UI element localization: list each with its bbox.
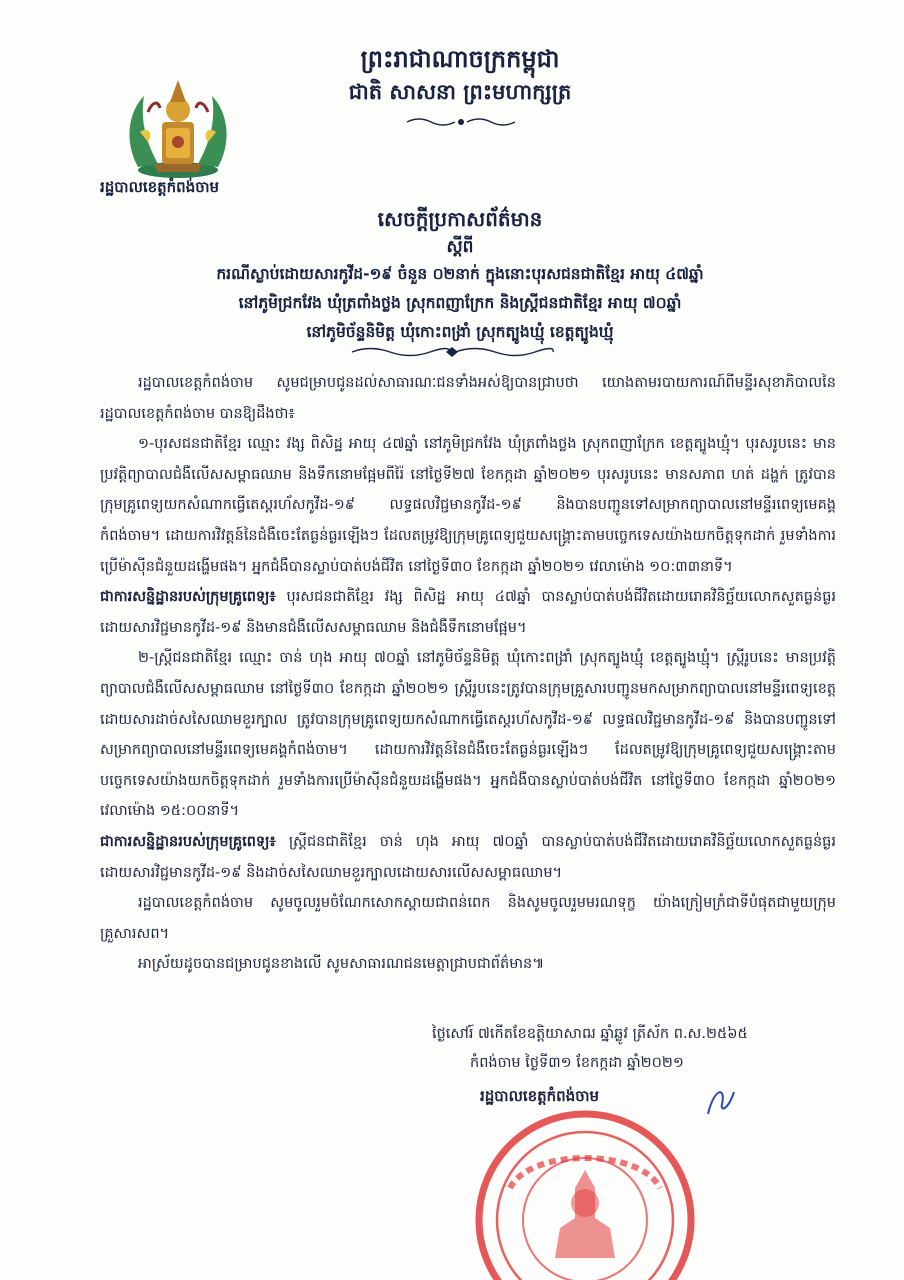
- ornament-divider-icon: [405, 116, 517, 128]
- body-paragraph: [100, 582, 836, 643]
- ministry-name: រដ្ឋបាលខេត្តកំពង់ចាម: [100, 178, 220, 196]
- announcement-title: សេចក្តីប្រកាសព័ត៌មាន: [377, 207, 543, 231]
- lunar-date: ថ្ងៃសៅរ៍ ៧កើតខែឧត្តិយាសាឍ ឆ្នាំឆ្លូវ ត្រីស័ក ព.ស.២៥៦៥: [432, 1026, 748, 1042]
- conclusion-text: បុរសជនជាតិខ្មែរ វង្ស ពិសិដ្ឋ អាយុ ៤៧ឆ្នាំ បានស្លាប់បាត់បង់ជីវិតដោយរោគវិនិច្ឆ័យលោកសួតធ្ងន់ធ្ងរ ដោយសារវិជ្ជមានកូវីដ-១៩ និងមានជំងឺលើសសម្ពាធឈាម និងជំងឺទឹកនោមផ្អែម។: [100, 589, 836, 636]
- kingdom-title: ព្រះរាជាណាចក្រកម្ពុជា: [360, 45, 560, 73]
- royal-emblem-icon: [118, 72, 238, 184]
- body-paragraph: ១-បុរសជនជាតិខ្មែរ ឈ្មោះ វង្ស ពិសិដ្ឋ អាយុ ៤៧ឆ្នាំ នៅភូមិជ្រកវែង ឃុំត្រពាំងថ្លង ស្រុកពញាក្រែក ខេត្តត្បូងឃ្មុំ។ បុរសរូបនេះ មានប្រវត្តិព្យាបាលជំងឺលើសសម្ពាធឈាម និងទឹកនោមផ្អែមពីរ៉ៃ នៅថ្ងៃទី២៧ ខែកក្កដា ឆ្នាំ២០២១ បុរសរូបនេះ មានសភាព ហត់ ដង្ហក់ ត្រូវបានក្រុមគ្រូពេទ្យយកសំណាកធ្វើតេស្តរហ័សកូវីដ-១៩ លទ្ធផលវិជ្ជមានកូវីដ-១៩ និងបានបញ្ជូនទៅសម្រាកព្យាបាលនៅមន្ទីរពេទ្យមេគង្គកំពង់ចាម។ ដោយការវិវត្តន៍នៃជំងឺចេះតែធ្ងន់ធ្ងរឡើងៗ ដែលតម្រូវឱ្យក្រុមគ្រូពេទ្យជួយសង្គ្រោះតាមបច្ចេកទេសយ៉ាងយកចិត្តទុកដាក់ រួមទាំងការប្រើម៉ាស៊ីនជំនួយដង្ហើមផង។ អ្នកជំងឺបានស្លាប់បាត់បង់ជីវិត នៅថ្ងៃទី៣០ ខែកក្កដា ឆ្នាំ២០២១ វេលាម៉ោង ១០:៣៣នាទី។: [100, 436, 836, 575]
- conclusion-lead: ជាការសន្និដ្ឋានរបស់ក្រុមគ្រូពេទ្យ៖: [100, 589, 276, 606]
- official-stamp-icon: [470, 1108, 700, 1280]
- announcement-subtitle: ស្តីពី: [446, 237, 474, 257]
- kingdom-motto: ជាតិ សាសនា ព្រះមហាក្សត្រ: [348, 80, 572, 104]
- conclusion-lead: ជាការសន្និដ្ឋានរបស់ក្រុមគ្រូពេទ្យ៖: [100, 833, 276, 850]
- solar-date: កំពង់ចាម ថ្ងៃទី៣១ ខែកក្កដា ឆ្នាំ២០២១: [470, 1055, 684, 1071]
- announcement-title-block: [70, 204, 850, 347]
- announcement-body: [100, 368, 836, 980]
- body-paragraph: ២-ស្ត្រីជនជាតិខ្មែរ ឈ្មោះ ចាន់ ហុង អាយុ ៧០ឆ្នាំ នៅភូមិច័ន្ទនិមិត្ត ឃុំកោះពង្រាំ ស្រុកត្បូងឃ្មុំ ខេត្តត្បូងឃ្មុំ។ ស្ត្រីរូបនេះ មានប្រវត្តិព្យាបាលជំងឺលើសសម្ពាធឈាម នៅថ្ងៃទី៣០ ខែកក្កដា ឆ្នាំ២០២១ ស្ត្រីរូបនេះត្រូវបានក្រុមគ្រួសារបញ្ជូនមកសម្រាកព្យាបាលនៅមន្ទីរពេទ្យខេត្ត ដោយសារដាច់សសៃឈាមខួរក្បាល ត្រូវបានក្រុមគ្រូពេទ្យយកសំណាកធ្វើតេស្តរហ័សកូវីដ-១៩ លទ្ធផលវិជ្ជមានកូវីដ-១៩ និងបានបញ្ជូនទៅសម្រាកព្យាបាលនៅមន្ទីរពេទ្យមេគង្គកំពង់ចាម។ ដោយការវិវត្តន៍នៃជំងឺចេះតែធ្ងន់ធ្ងរឡើងៗ ដែលតម្រូវឱ្យក្រុមគ្រូពេទ្យជួយសង្គ្រោះតាមបច្ចេកទេសយ៉ាងយកចិត្តទុកដាក់ រួមទាំងការប្រើម៉ាស៊ីនជំនួយដង្ហើមផង។ អ្នកជំងឺបានស្លាប់បាត់បង់ជីវិត នៅថ្ងៃទី៣០ ខែកក្កដា ឆ្នាំ២០២១ វេលាម៉ោង ១៥:០០នាទី។: [100, 650, 836, 820]
- body-paragraph: រដ្ឋបាលខេត្តកំពង់ចាម សូមជម្រាបជូនដល់សាធារណៈជនទាំងអស់ឱ្យបានជ្រាបថា យោងតាមរបាយការណ៍ពីមន្ទីរសុខាភិបាលនៃរដ្ឋបាលខេត្តកំពង់ចាម បានឱ្យដឹងថា៖: [100, 375, 836, 422]
- signature-icon: [700, 1082, 740, 1122]
- signatory-title: រដ្ឋបាលខេត្តកំពង់ចាម: [480, 1087, 600, 1105]
- conclusion-text: ស្ត្រីជនជាតិខ្មែរ ចាន់ ហុង អាយុ ៧០ឆ្នាំ បានស្លាប់បាត់បង់ជីវិតដោយរោគវិនិច្ឆ័យលោកសួតធ្ងន់ធ្ងរ ដោយសារវិជ្ជមានកូវីដ-១៩ និងដាច់សសៃឈាមខួរក្បាលដោយសារលើសសម្ពាធឈាម។: [100, 833, 836, 881]
- kingdom-header: [300, 42, 620, 108]
- subject-line-1: ករណីស្លាប់ដោយសារកូវីដ-១៩ ចំនួន ០២នាក់ ក្នុងនោះបុរសជនជាតិខ្មែរ អាយុ ៤៧ឆ្នាំ: [216, 265, 704, 283]
- subject-line-2: នៅភូមិជ្រកវែង ឃុំត្រពាំងថ្លង ស្រុកពញាក្រែក និងស្ត្រីជនជាតិខ្មែរ អាយុ ៧០ឆ្នាំ: [238, 294, 682, 312]
- body-paragraph: [100, 827, 836, 888]
- body-paragraph: រដ្ឋបាលខេត្តកំពង់ចាម សូមចូលរួមចំណែកសោកស្តាយជាពន់ពេក និងសូមចូលរួមមរណទុក្ខ យ៉ាងក្រៀមក្រំជាទីបំផុតជាមួយក្រុមគ្រួសារសព។: [100, 895, 836, 942]
- subject-line-3: នៅភូមិច័ន្ទនិមិត្ត ឃុំកោះពង្រាំ ស្រុកត្បូងឃ្មុំ ខេត្តត្បូងឃ្មុំ: [306, 323, 614, 341]
- body-paragraph: អាស្រ័យដូចបានជម្រាបជូនខាងលើ សូមសាធារណជនមេត្តាជ្រាបជាព័ត៌មាន៕: [138, 956, 545, 973]
- ornament-divider-icon: [350, 345, 555, 359]
